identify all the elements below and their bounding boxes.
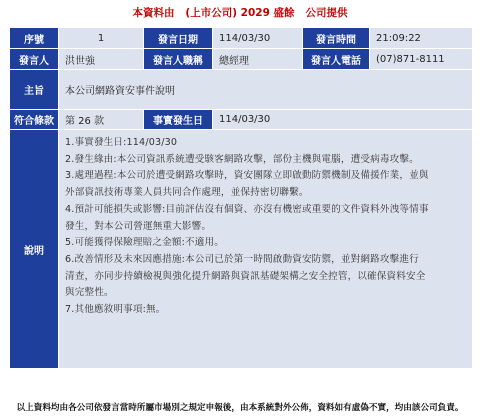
subject-value: 本公司網路資安事件說明 bbox=[59, 70, 473, 110]
description-line: 清查，亦同步持續檢視與強化提升網路與資訊基礎架構之安全控管，以確保資料安全 bbox=[65, 270, 426, 282]
title-prefix: 本資料由 bbox=[132, 7, 175, 19]
time-label: 發言時間 bbox=[303, 28, 370, 49]
description-body bbox=[59, 130, 473, 369]
phone-label: 發言人電話 bbox=[303, 49, 370, 70]
speaker-label: 發言人 bbox=[10, 49, 59, 70]
description-line: 4.預計可能損失或影響:目前評估沒有個資、亦沒有機密或重要的文件資料外洩等情事 bbox=[65, 203, 429, 215]
subject-label: 主旨 bbox=[10, 70, 59, 110]
disclaimer-footer: 以上資料均由各公司依發言當時所屬市場別之規定申報後，由本系統對外公佈，資料如有虛偽不實，均由該公司負責。 bbox=[16, 403, 464, 413]
event-date-label: 事實發生日 bbox=[144, 110, 213, 130]
clause-label: 符合條款 bbox=[10, 110, 59, 130]
date-label: 發言日期 bbox=[144, 28, 213, 49]
description-line: 外部資訊技術專業人員共同合作處理，並保持密切聯繫。 bbox=[65, 187, 309, 199]
phone-value: (07)871-8111 bbox=[370, 49, 473, 70]
description-line: 1.事實發生日:114/03/30 bbox=[65, 137, 178, 148]
event-date-value: 114/03/30 bbox=[213, 110, 473, 130]
seq-value: 1 bbox=[59, 28, 144, 49]
description-line: 6.改善情形及未來因應措施:本公司已於第一時間啟動資安防禦，並對網路攻擊進行 bbox=[65, 253, 419, 265]
description-line: 3.處理過程:本公司於遭受網路攻擊時，資安團隊立即啟動防禦機制及備援作業，並與 bbox=[65, 170, 429, 182]
speaker-title-label: 發言人職稱 bbox=[144, 49, 213, 70]
description-line: 發生，對本公司營運無重大影響。 bbox=[65, 220, 212, 232]
page-title bbox=[0, 6, 480, 20]
description-line: 5.可能獲得保險理賠之金額:不適用。 bbox=[65, 237, 224, 249]
description-line: 2.發生緣由:本公司資訊系統遭受駭客網路攻擊，部份主機與電腦，遭受病毒攻擊。 bbox=[65, 153, 419, 165]
title-suffix: 公司提供 bbox=[305, 7, 348, 19]
description-line: 與完整性。 bbox=[65, 287, 114, 299]
speaker-value: 洪世強 bbox=[59, 49, 144, 70]
description-label: 說明 bbox=[10, 130, 59, 369]
date-value: 114/03/30 bbox=[213, 28, 303, 49]
speaker-title-value: 總經理 bbox=[213, 49, 303, 70]
description-line: 7.其他應敘明事項:無。 bbox=[65, 304, 166, 316]
announcement-table bbox=[9, 27, 473, 369]
seq-label: 序號 bbox=[10, 28, 59, 49]
time-value: 21:09:22 bbox=[370, 28, 473, 49]
company-name: (上市公司) 2029 盛餘 bbox=[185, 7, 295, 19]
clause-value: 第 26 款 bbox=[59, 110, 144, 130]
